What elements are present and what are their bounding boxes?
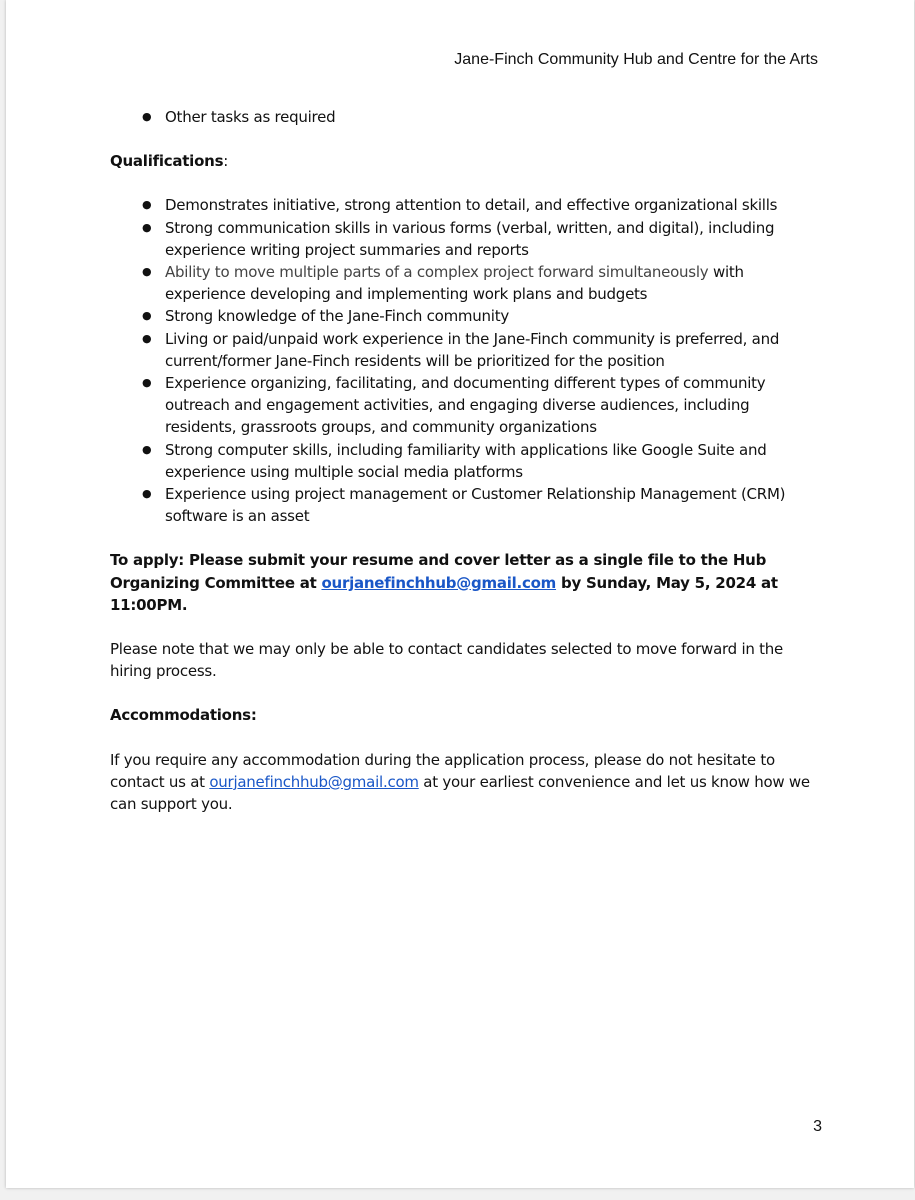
list-item: ● Strong computer skills, including familiarity with applications like Google Suite and experience using multiple social media platforms [142, 440, 767, 481]
note-paragraph: Please note that we may only be able to contact candidates selected to move forward in the hiring process. [110, 640, 784, 681]
bullet-icon: ● [142, 487, 152, 501]
bullet-icon: ● [142, 376, 152, 390]
page-number: 3 [813, 1118, 822, 1135]
bullet-icon: ● [142, 110, 152, 123]
qualifications-list [110, 194, 810, 527]
bullet-icon: ● [142, 331, 152, 345]
bullet-icon: ● [142, 442, 152, 456]
list-item: ● Demonstrates initiative, strong attention to detail, and effective organizational skills [110, 194, 810, 216]
tasks-list [110, 106, 810, 128]
list-item: ● Strong knowledge of the Jane-Finch community [110, 305, 810, 327]
bullet-icon: ● [142, 198, 152, 212]
page-header: Jane-Finch Community Hub and Centre for the Arts [454, 51, 818, 68]
list-item: ● Living or paid/unpaid work experience in the Jane-Finch community is preferred, and current/former Jane-Finch residents will be prioritized for the position [142, 329, 780, 370]
bullet-icon: ● [142, 265, 152, 279]
bullet-icon: ● [142, 309, 152, 323]
accommodations-heading: Accommodations: [110, 706, 257, 725]
apply-paragraph: To apply: Please submit your resume and cover letter as a single file to the Hub Organizing Committee at ourjanefinchhub@gmail.com by Sunday, May 5, 2024 at 11:00PM. [110, 551, 778, 614]
bullet-icon: ● [142, 220, 152, 234]
list-item: ● Strong communication skills in various forms (verbal, written, and digital), including experience writing project summaries and reports [142, 218, 775, 259]
list-item: ● Ability to move multiple parts of a complex project forward simultaneously with experience developing and implementing work plans and budgets [142, 263, 744, 304]
list-item: ● Experience using project management or Customer Relationship Management (CRM) software is an asset [142, 485, 786, 526]
list-item: ● Other tasks as required [110, 106, 810, 128]
list-item: ● Experience organizing, facilitating, and documenting different types of community outreach and engagement activities, and engaging diverse audiences, including residents, grassroots groups, and community organizations [142, 374, 766, 437]
apply-email-link[interactable]: ourjanefinchhub@gmail.com [321, 573, 557, 592]
page-content [110, 106, 810, 815]
contact-email-link[interactable]: ourjanefinchhub@gmail.com [209, 772, 419, 791]
accommodations-paragraph: If you require any accommodation during the application process, please do not hesitate to contact us at ourjanefinchhub@gmail.com at your earliest convenience and let us know how we can support you. [110, 750, 810, 814]
document-page [6, 0, 914, 1188]
qualifications-heading: Qualifications: [110, 152, 229, 171]
